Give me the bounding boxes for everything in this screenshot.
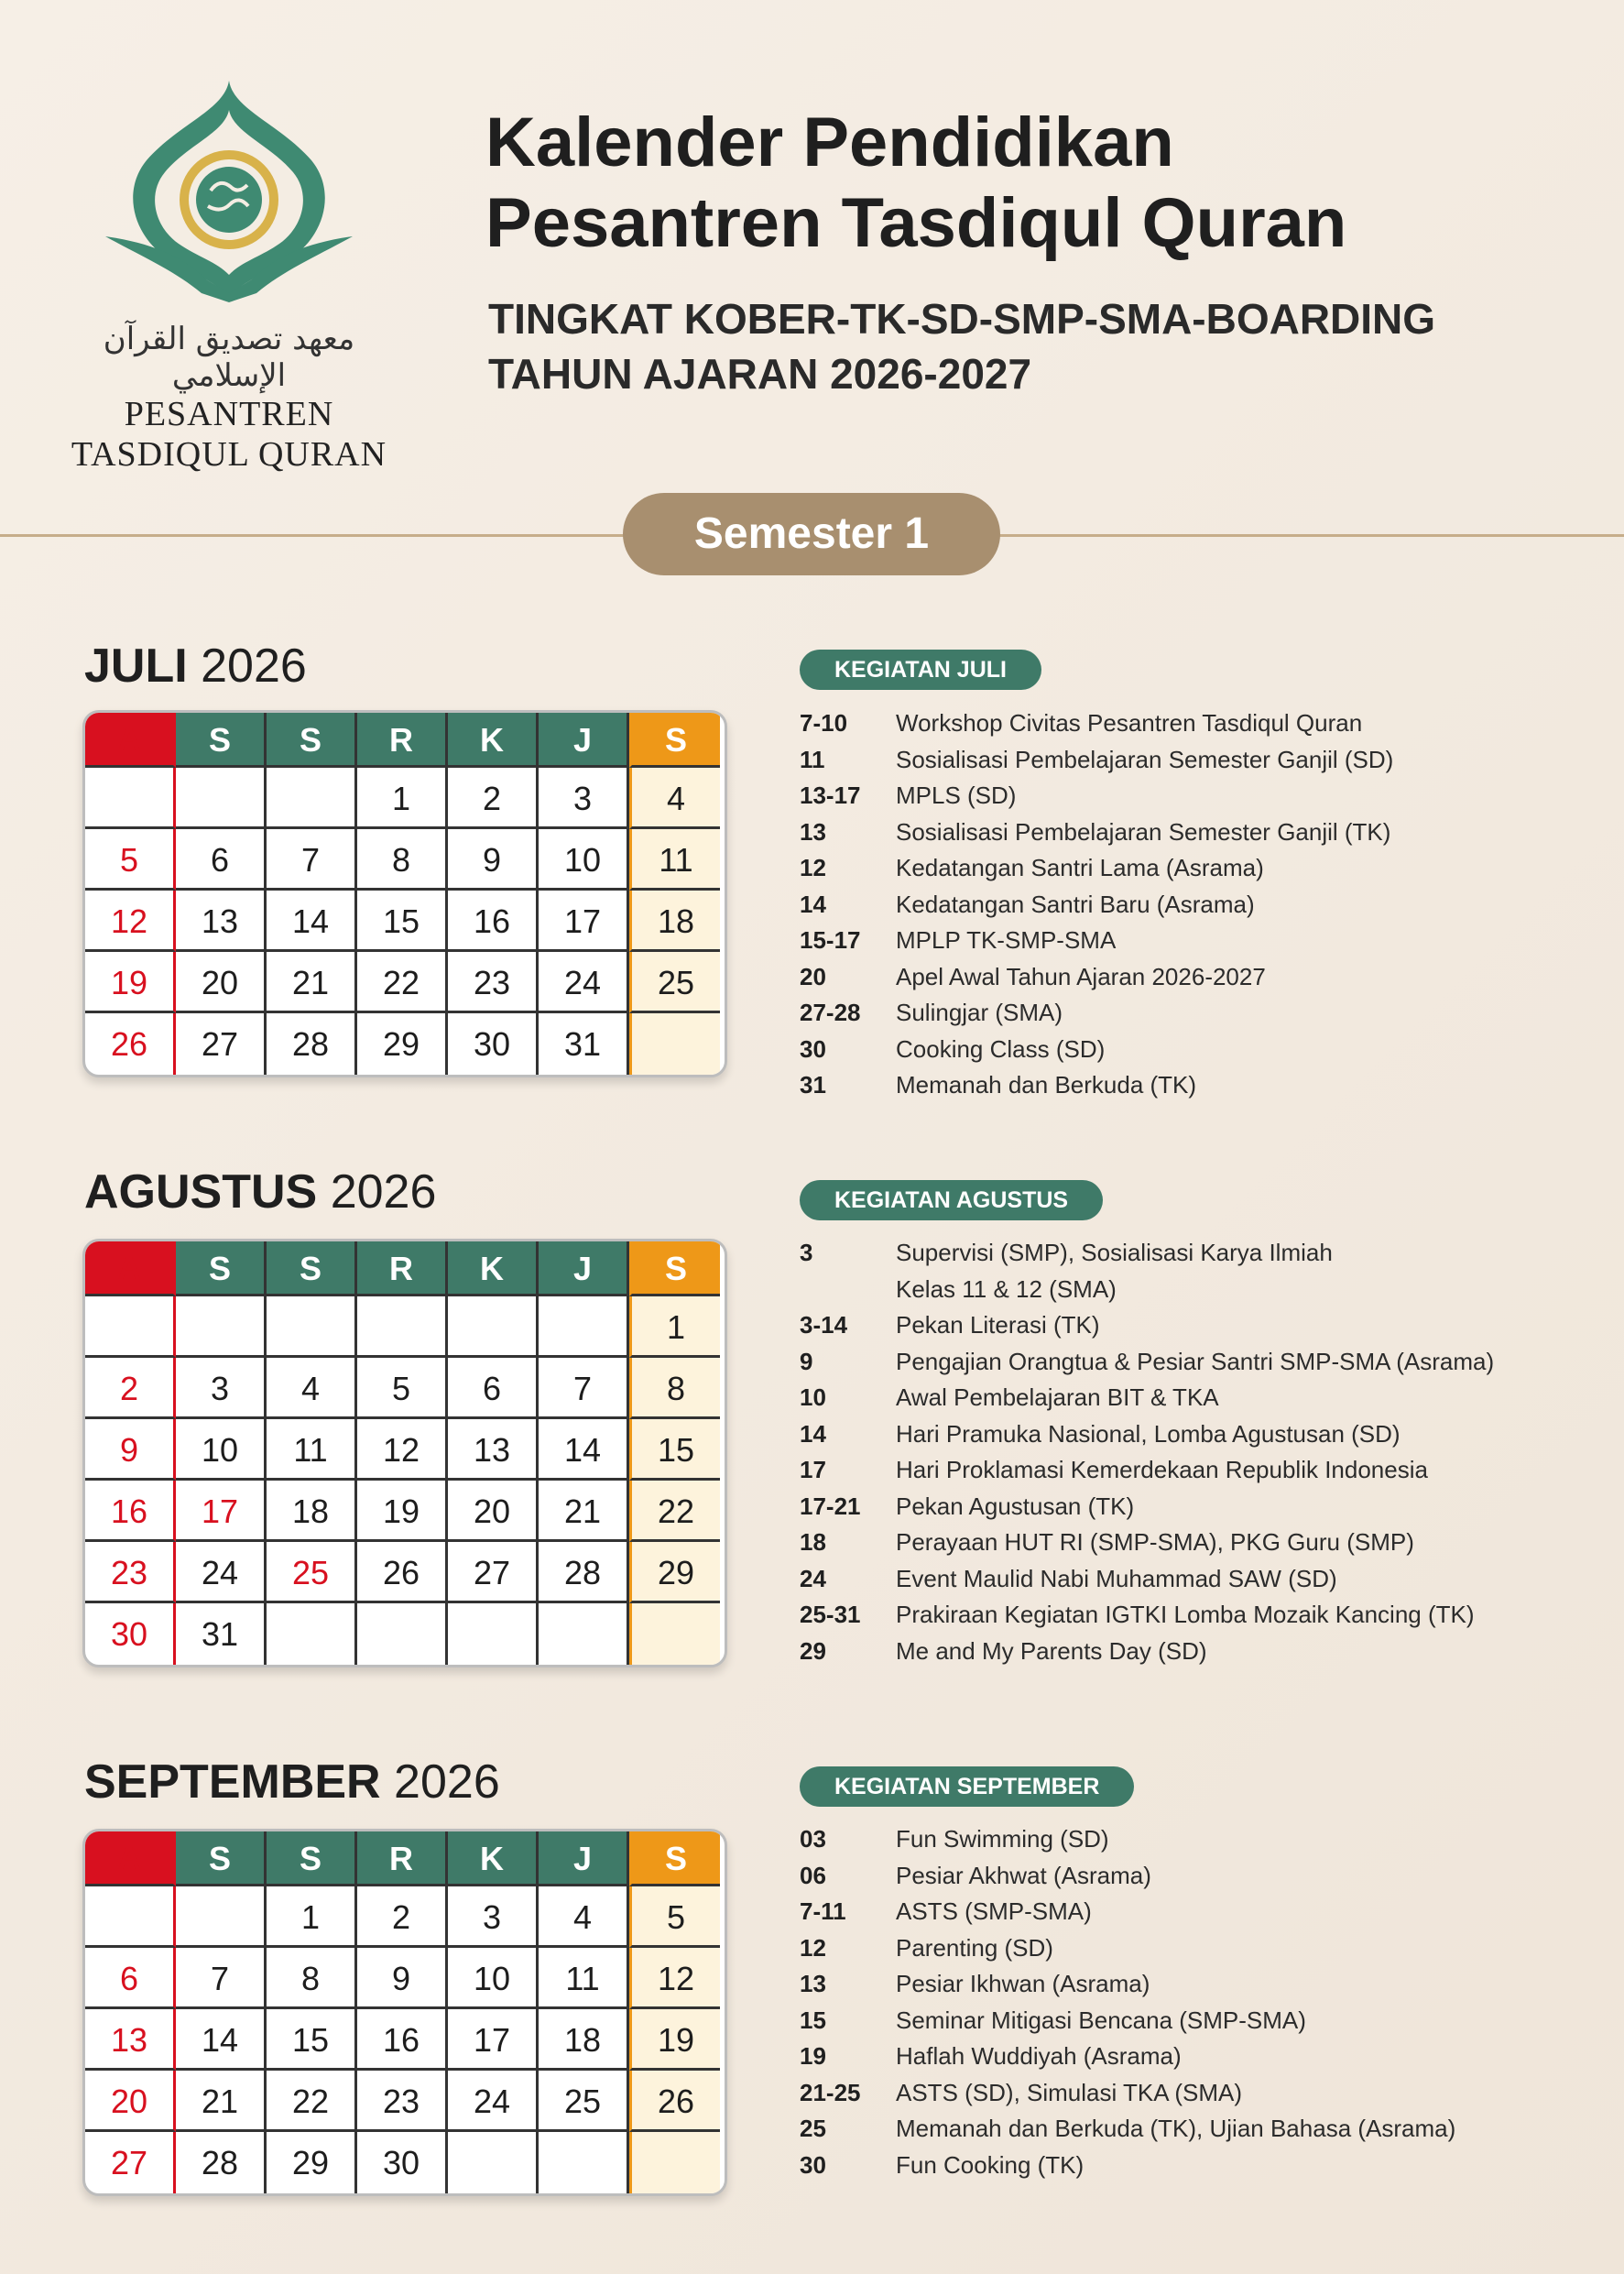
calendar-empty-cell: [539, 2132, 629, 2193]
activity-text: ASTS (SMP-SMA): [896, 1897, 1092, 1925]
activity-date: 13-17: [800, 782, 861, 809]
activity-item: [800, 2075, 1587, 2112]
activity-text: Supervisi (SMP), Sosialisasi Karya Ilmiah: [896, 1239, 1333, 1266]
calendar-day: 26: [629, 2071, 720, 2132]
activity-item: [800, 1416, 1587, 1453]
calendar-day: 28: [539, 1542, 629, 1603]
calendar-day: 9: [448, 829, 539, 891]
calendar-day: 15: [629, 1419, 720, 1481]
calendar-empty-cell: [629, 1603, 720, 1665]
calendar-day: 31: [176, 1603, 267, 1665]
activity-text: Kelas 11 & 12 (SMA): [896, 1274, 1117, 1303]
activity-date: 06: [800, 1861, 826, 1889]
calendar-day: 8: [357, 829, 448, 891]
calendar-day: 14: [176, 2009, 267, 2071]
activity-text: Cooking Class (SD): [896, 1034, 1106, 1063]
activity-date: [800, 1272, 896, 1308]
activity-text: Event Maulid Nabi Muhammad SAW (SD): [896, 1564, 1337, 1592]
calendar-empty-cell: [448, 2132, 539, 2193]
calendar-day: 8: [267, 1948, 357, 2009]
calendar-day: 25: [267, 1542, 357, 1603]
calendar-day: 28: [176, 2132, 267, 2193]
calendar-empty-cell: [85, 768, 176, 829]
activity-text: Kedatangan Santri Baru (Asrama): [896, 890, 1255, 918]
activity-item: [800, 1380, 1587, 1416]
calendar-day: 17: [539, 891, 629, 952]
calendar-day: 23: [448, 952, 539, 1013]
calendar-day: 23: [85, 1542, 176, 1603]
activity-date: 9: [800, 1347, 813, 1375]
calendar-week-row: [85, 1886, 725, 1948]
calendar-day: 26: [85, 1013, 176, 1075]
calendar-day: 19: [629, 2009, 720, 2071]
activity-text: MPLP TK-SMP-SMA: [896, 926, 1117, 954]
activity-item: [800, 1930, 1587, 1967]
calendar-day: 12: [629, 1948, 720, 2009]
calendar-day: 11: [267, 1419, 357, 1481]
page-title-line2: Pesantren Tasdiqul Quran: [485, 184, 1347, 262]
logo: [55, 73, 403, 474]
activity-text: MPLS (SD): [896, 782, 1017, 809]
calendar-day: 19: [85, 952, 176, 1013]
calendar-day: 10: [176, 1419, 267, 1481]
calendar-day: 3: [448, 1886, 539, 1948]
activities-list-juli: [800, 705, 1587, 1104]
activity-text: Pekan Literasi (TK): [896, 1311, 1100, 1339]
calendar-agustus: [82, 1239, 727, 1667]
calendar-day: 27: [448, 1542, 539, 1603]
calendar-day: 30: [357, 2132, 448, 2193]
calendar-empty-cell: [85, 1886, 176, 1948]
month-name: AGUSTUS: [84, 1165, 318, 1219]
activity-text: Hari Proklamasi Kemerdekaan Republik Indonesia: [896, 1456, 1428, 1483]
activity-item: [800, 1966, 1587, 2003]
activity-text: Pesiar Akhwat (Asrama): [896, 1861, 1151, 1889]
activity-item: [800, 705, 1587, 742]
page-title: [485, 103, 1346, 264]
calendar-day: 25: [539, 2071, 629, 2132]
calendar-empty-cell: [629, 1013, 720, 1075]
calendar-week-row: [85, 1013, 725, 1075]
activity-item: [800, 1597, 1587, 1634]
weekday-header: J: [539, 713, 629, 768]
calendar-day: 2: [85, 1358, 176, 1419]
mosque-dome-emblem-icon: [96, 73, 362, 302]
calendar-day: 11: [539, 1948, 629, 2009]
activity-date: 31: [800, 1071, 826, 1099]
page-subtitle-line1: TINGKAT KOBER-TK-SD-SMP-SMA-BOARDING: [488, 295, 1436, 343]
activity-text: Pesiar Ikhwan (Asrama): [896, 1970, 1150, 1997]
activity-item: [800, 1489, 1587, 1525]
activities-label-juli: KEGIATAN JULI: [800, 650, 1041, 690]
activity-text: Seminar Mitigasi Bencana (SMP-SMA): [896, 2006, 1306, 2034]
activity-text: Workshop Civitas Pesantren Tasdiqul Quran: [896, 709, 1363, 737]
activity-text: Kedatangan Santri Lama (Asrama): [896, 854, 1264, 881]
calendar-day: 4: [629, 768, 720, 829]
calendar-day: 22: [267, 2071, 357, 2132]
activity-item: [800, 2003, 1587, 2039]
activity-item: [800, 887, 1587, 924]
weekday-header: J: [539, 1241, 629, 1296]
activity-date: 13: [800, 817, 826, 846]
month-title-september: [84, 1755, 500, 1809]
weekday-header: R: [357, 1831, 448, 1886]
weekday-header: J: [539, 1831, 629, 1886]
month-title-juli: [84, 639, 307, 694]
activity-date: 29: [800, 1636, 826, 1665]
month-title-agustus: [84, 1164, 436, 1219]
page-subtitle-line2: TAHUN AJARAN 2026-2027: [488, 350, 1032, 398]
weekday-header-row: [85, 1241, 725, 1296]
calendar-day: 8: [629, 1358, 720, 1419]
activity-date: 18: [800, 1528, 826, 1556]
activity-item: [800, 850, 1587, 887]
month-name: JULI: [84, 640, 188, 693]
calendar-day: 13: [176, 891, 267, 952]
calendar-day: 7: [176, 1948, 267, 2009]
calendar-day: 15: [357, 891, 448, 952]
calendar-day: 7: [539, 1358, 629, 1419]
activity-text: Hari Pramuka Nasional, Lomba Agustusan (SD): [896, 1419, 1401, 1448]
activity-date: 19: [800, 2042, 826, 2070]
calendar-week-row: [85, 1481, 725, 1542]
activity-item: [800, 1272, 1587, 1308]
activity-text: Pengajian Orangtua & Pesiar Santri SMP-SMA (Asrama): [896, 1347, 1495, 1375]
weekday-header: A: [85, 1241, 176, 1296]
activity-item: [800, 1561, 1587, 1598]
calendar-week-row: [85, 1419, 725, 1481]
calendar-day: 25: [629, 952, 720, 1013]
calendar-week-row: [85, 1603, 725, 1665]
activity-item: [800, 923, 1587, 959]
activity-text: Perayaan HUT RI (SMP-SMA), PKG Guru (SMP): [896, 1528, 1414, 1556]
calendar-day: 1: [357, 768, 448, 829]
activity-date: 15-17: [800, 926, 861, 954]
weekday-header-row: [85, 713, 725, 768]
weekday-header: S: [629, 1831, 720, 1886]
weekday-header: K: [448, 1241, 539, 1296]
activity-item: [800, 1235, 1587, 1272]
activity-item: [800, 814, 1587, 851]
calendar-week-row: [85, 1542, 725, 1603]
activity-item: [800, 2039, 1587, 2075]
calendar-day: 9: [357, 1948, 448, 2009]
weekday-header: S: [176, 1831, 267, 1886]
calendar-day: 30: [448, 1013, 539, 1075]
calendar-day: 21: [539, 1481, 629, 1542]
page-title-line1: Kalender Pendidikan: [485, 104, 1174, 181]
weekday-header: S: [176, 1241, 267, 1296]
month-year: 2026: [187, 640, 307, 693]
activity-date: 20: [800, 962, 826, 990]
calendar-empty-cell: [267, 1296, 357, 1358]
weekday-header: K: [448, 1831, 539, 1886]
calendar-empty-cell: [539, 1296, 629, 1358]
activity-text: Fun Cooking (TK): [896, 2150, 1084, 2179]
activity-text: Memanah dan Berkuda (TK), Ujian Bahasa (Asrama): [896, 2115, 1456, 2142]
month-year: 2026: [380, 1755, 500, 1809]
activity-item: [800, 959, 1587, 996]
activity-text: Awal Pembelajaran BIT & TKA: [896, 1383, 1219, 1411]
calendar-week-row: [85, 952, 725, 1013]
calendar-day: 31: [539, 1013, 629, 1075]
calendar-empty-cell: [448, 1603, 539, 1665]
activity-item: [800, 2148, 1587, 2184]
activity-date: 10: [800, 1383, 826, 1411]
activity-item: [800, 1032, 1587, 1068]
activity-date: 15: [800, 2006, 826, 2034]
calendar-day: 1: [629, 1296, 720, 1358]
calendar-day: 4: [267, 1358, 357, 1419]
activity-item: [800, 1344, 1587, 1381]
calendar-day: 15: [267, 2009, 357, 2071]
activity-item: [800, 1307, 1587, 1344]
activity-text: Fun Swimming (SD): [896, 1825, 1109, 1853]
calendar-day: 17: [176, 1481, 267, 1542]
calendar-day: 21: [176, 2071, 267, 2132]
calendar-day: 7: [267, 829, 357, 891]
calendar-day: 23: [357, 2071, 448, 2132]
calendar-day: 11: [629, 829, 720, 891]
calendar-week-row: [85, 829, 725, 891]
calendar-day: 6: [176, 829, 267, 891]
calendar-day: 30: [85, 1603, 176, 1665]
activities-label-agustus: KEGIATAN AGUSTUS: [800, 1180, 1103, 1220]
calendar-day: 3: [539, 768, 629, 829]
activity-item: [800, 1452, 1587, 1489]
activity-text: Prakiraan Kegiatan IGTKI Lomba Mozaik Kancing (TK): [896, 1601, 1475, 1628]
activity-date: 7-11: [800, 1897, 846, 1925]
calendar-day: 1: [267, 1886, 357, 1948]
weekday-header: R: [357, 713, 448, 768]
calendar-day: 2: [448, 768, 539, 829]
activity-item: [800, 1821, 1587, 1858]
activity-item: [800, 1634, 1587, 1670]
calendar-day: 27: [85, 2132, 176, 2193]
calendar-empty-cell: [267, 768, 357, 829]
weekday-header: S: [267, 1831, 357, 1886]
weekday-header: R: [357, 1241, 448, 1296]
calendar-day: 2: [357, 1886, 448, 1948]
calendar-day: 5: [629, 1886, 720, 1948]
weekday-header: S: [267, 713, 357, 768]
activities-list-agustus: [800, 1235, 1587, 1669]
calendar-day: 12: [357, 1419, 448, 1481]
activity-date: 03: [800, 1825, 826, 1853]
calendar-day: 9: [85, 1419, 176, 1481]
calendar-day: 20: [85, 2071, 176, 2132]
weekday-header: S: [629, 1241, 720, 1296]
weekday-header: S: [267, 1241, 357, 1296]
activity-item: [800, 1894, 1587, 1930]
calendar-day: 16: [85, 1481, 176, 1542]
calendar-empty-cell: [85, 1296, 176, 1358]
calendar-day: 19: [357, 1481, 448, 1542]
calendar-day: 28: [267, 1013, 357, 1075]
calendar-week-row: [85, 1296, 725, 1358]
weekday-header-row: [85, 1831, 725, 1886]
calendar-empty-cell: [539, 1603, 629, 1665]
activity-date: 12: [800, 1933, 826, 1962]
activity-date: 14: [800, 890, 826, 918]
calendar-day: 29: [267, 2132, 357, 2193]
calendar-day: 18: [267, 1481, 357, 1542]
calendar-day: 22: [629, 1481, 720, 1542]
activity-date: 30: [800, 1034, 826, 1063]
calendar-day: 20: [176, 952, 267, 1013]
calendar-day: 6: [85, 1948, 176, 2009]
activity-date: 27-28: [800, 999, 861, 1026]
activity-text: Sulingjar (SMA): [896, 999, 1063, 1026]
calendar-day: 29: [629, 1542, 720, 1603]
calendar-day: 12: [85, 891, 176, 952]
activity-text: Parenting (SD): [896, 1933, 1053, 1962]
calendar-week-row: [85, 768, 725, 829]
calendar-day: 13: [448, 1419, 539, 1481]
calendar-day: 4: [539, 1886, 629, 1948]
calendar-day: 6: [448, 1358, 539, 1419]
activity-text: ASTS (SD), Simulasi TKA (SMA): [896, 2078, 1243, 2106]
calendar-day: 5: [85, 829, 176, 891]
activity-item: [800, 742, 1587, 779]
activity-text: Apel Awal Tahun Ajaran 2026-2027: [896, 962, 1266, 990]
calendar-day: 14: [267, 891, 357, 952]
activity-date: 25: [800, 2115, 826, 2142]
weekday-header: K: [448, 713, 539, 768]
calendar-day: 10: [448, 1948, 539, 2009]
activity-date: 3-14: [800, 1311, 848, 1339]
activity-text: Pekan Agustusan (TK): [896, 1492, 1135, 1520]
activity-date: 30: [800, 2150, 826, 2179]
logo-name-line2: TASDIQUL QURAN: [71, 435, 387, 474]
calendar-day: 20: [448, 1481, 539, 1542]
calendar-day: 18: [539, 2009, 629, 2071]
calendar-juli: [82, 710, 727, 1077]
activity-date: 17-21: [800, 1492, 861, 1520]
activity-text: Haflah Wuddiyah (Asrama): [896, 2042, 1182, 2070]
logo-arabic-text: معهد تصديق القرآن الإسلامي: [103, 321, 355, 394]
calendar-day: 14: [539, 1419, 629, 1481]
activity-item: [800, 1525, 1587, 1561]
calendar-week-row: [85, 1358, 725, 1419]
calendar-day: 18: [629, 891, 720, 952]
calendar-week-row: [85, 2071, 725, 2132]
activity-date: 14: [800, 1419, 826, 1448]
calendar-day: 13: [85, 2009, 176, 2071]
activity-date: 13: [800, 1970, 826, 1997]
calendar-empty-cell: [176, 1296, 267, 1358]
calendar-day: 5: [357, 1358, 448, 1419]
activities-label-september: KEGIATAN SEPTEMBER: [800, 1766, 1134, 1807]
activity-date: 7-10: [800, 709, 848, 737]
activity-text: Me and My Parents Day (SD): [896, 1636, 1207, 1665]
calendar-empty-cell: [357, 1296, 448, 1358]
calendar-day: 29: [357, 1013, 448, 1075]
month-year: 2026: [317, 1165, 437, 1219]
activity-text: Sosialisasi Pembelajaran Semester Ganjil (SD): [896, 745, 1394, 773]
calendar-empty-cell: [448, 1296, 539, 1358]
calendar-week-row: [85, 2132, 725, 2193]
activity-date: 11: [800, 745, 825, 773]
weekday-header: S: [629, 713, 720, 768]
activity-item: [800, 1067, 1587, 1104]
weekday-header: A: [85, 713, 176, 768]
calendar-empty-cell: [357, 1603, 448, 1665]
calendar-day: 16: [448, 891, 539, 952]
calendar-week-row: [85, 1948, 725, 2009]
calendar-empty-cell: [267, 1603, 357, 1665]
calendar-day: 21: [267, 952, 357, 1013]
calendar-empty-cell: [176, 768, 267, 829]
activity-date: 24: [800, 1564, 826, 1592]
logo-name-line1: PESANTREN: [124, 395, 334, 433]
activity-item: [800, 2111, 1587, 2148]
semester-label: Semester 1: [623, 493, 1000, 575]
activity-date: 25-31: [800, 1601, 861, 1628]
calendar-september: [82, 1829, 727, 2196]
activity-text: Sosialisasi Pembelajaran Semester Ganjil (TK): [896, 817, 1391, 846]
calendar-day: 17: [448, 2009, 539, 2071]
calendar-day: 3: [176, 1358, 267, 1419]
calendar-empty-cell: [176, 1886, 267, 1948]
month-name: SEPTEMBER: [84, 1755, 381, 1809]
calendar-week-row: [85, 2009, 725, 2071]
calendar-day: 24: [448, 2071, 539, 2132]
calendar-day: 26: [357, 1542, 448, 1603]
activity-item: [800, 778, 1587, 814]
weekday-header: A: [85, 1831, 176, 1886]
activity-date: 21-25: [800, 2078, 861, 2106]
calendar-day: 22: [357, 952, 448, 1013]
activity-item: [800, 1858, 1587, 1895]
calendar-week-row: [85, 891, 725, 952]
activity-date: 17: [800, 1456, 826, 1483]
activities-list-september: [800, 1821, 1587, 2183]
activity-item: [800, 995, 1587, 1032]
weekday-header: S: [176, 713, 267, 768]
activity-date: 3: [800, 1239, 813, 1266]
calendar-day: 27: [176, 1013, 267, 1075]
calendar-day: 16: [357, 2009, 448, 2071]
calendar-empty-cell: [629, 2132, 720, 2193]
activity-text: Memanah dan Berkuda (TK): [896, 1071, 1197, 1099]
page-subtitle: [488, 291, 1435, 401]
calendar-day: 10: [539, 829, 629, 891]
calendar-day: 24: [176, 1542, 267, 1603]
calendar-day: 24: [539, 952, 629, 1013]
activity-date: 12: [800, 854, 826, 881]
